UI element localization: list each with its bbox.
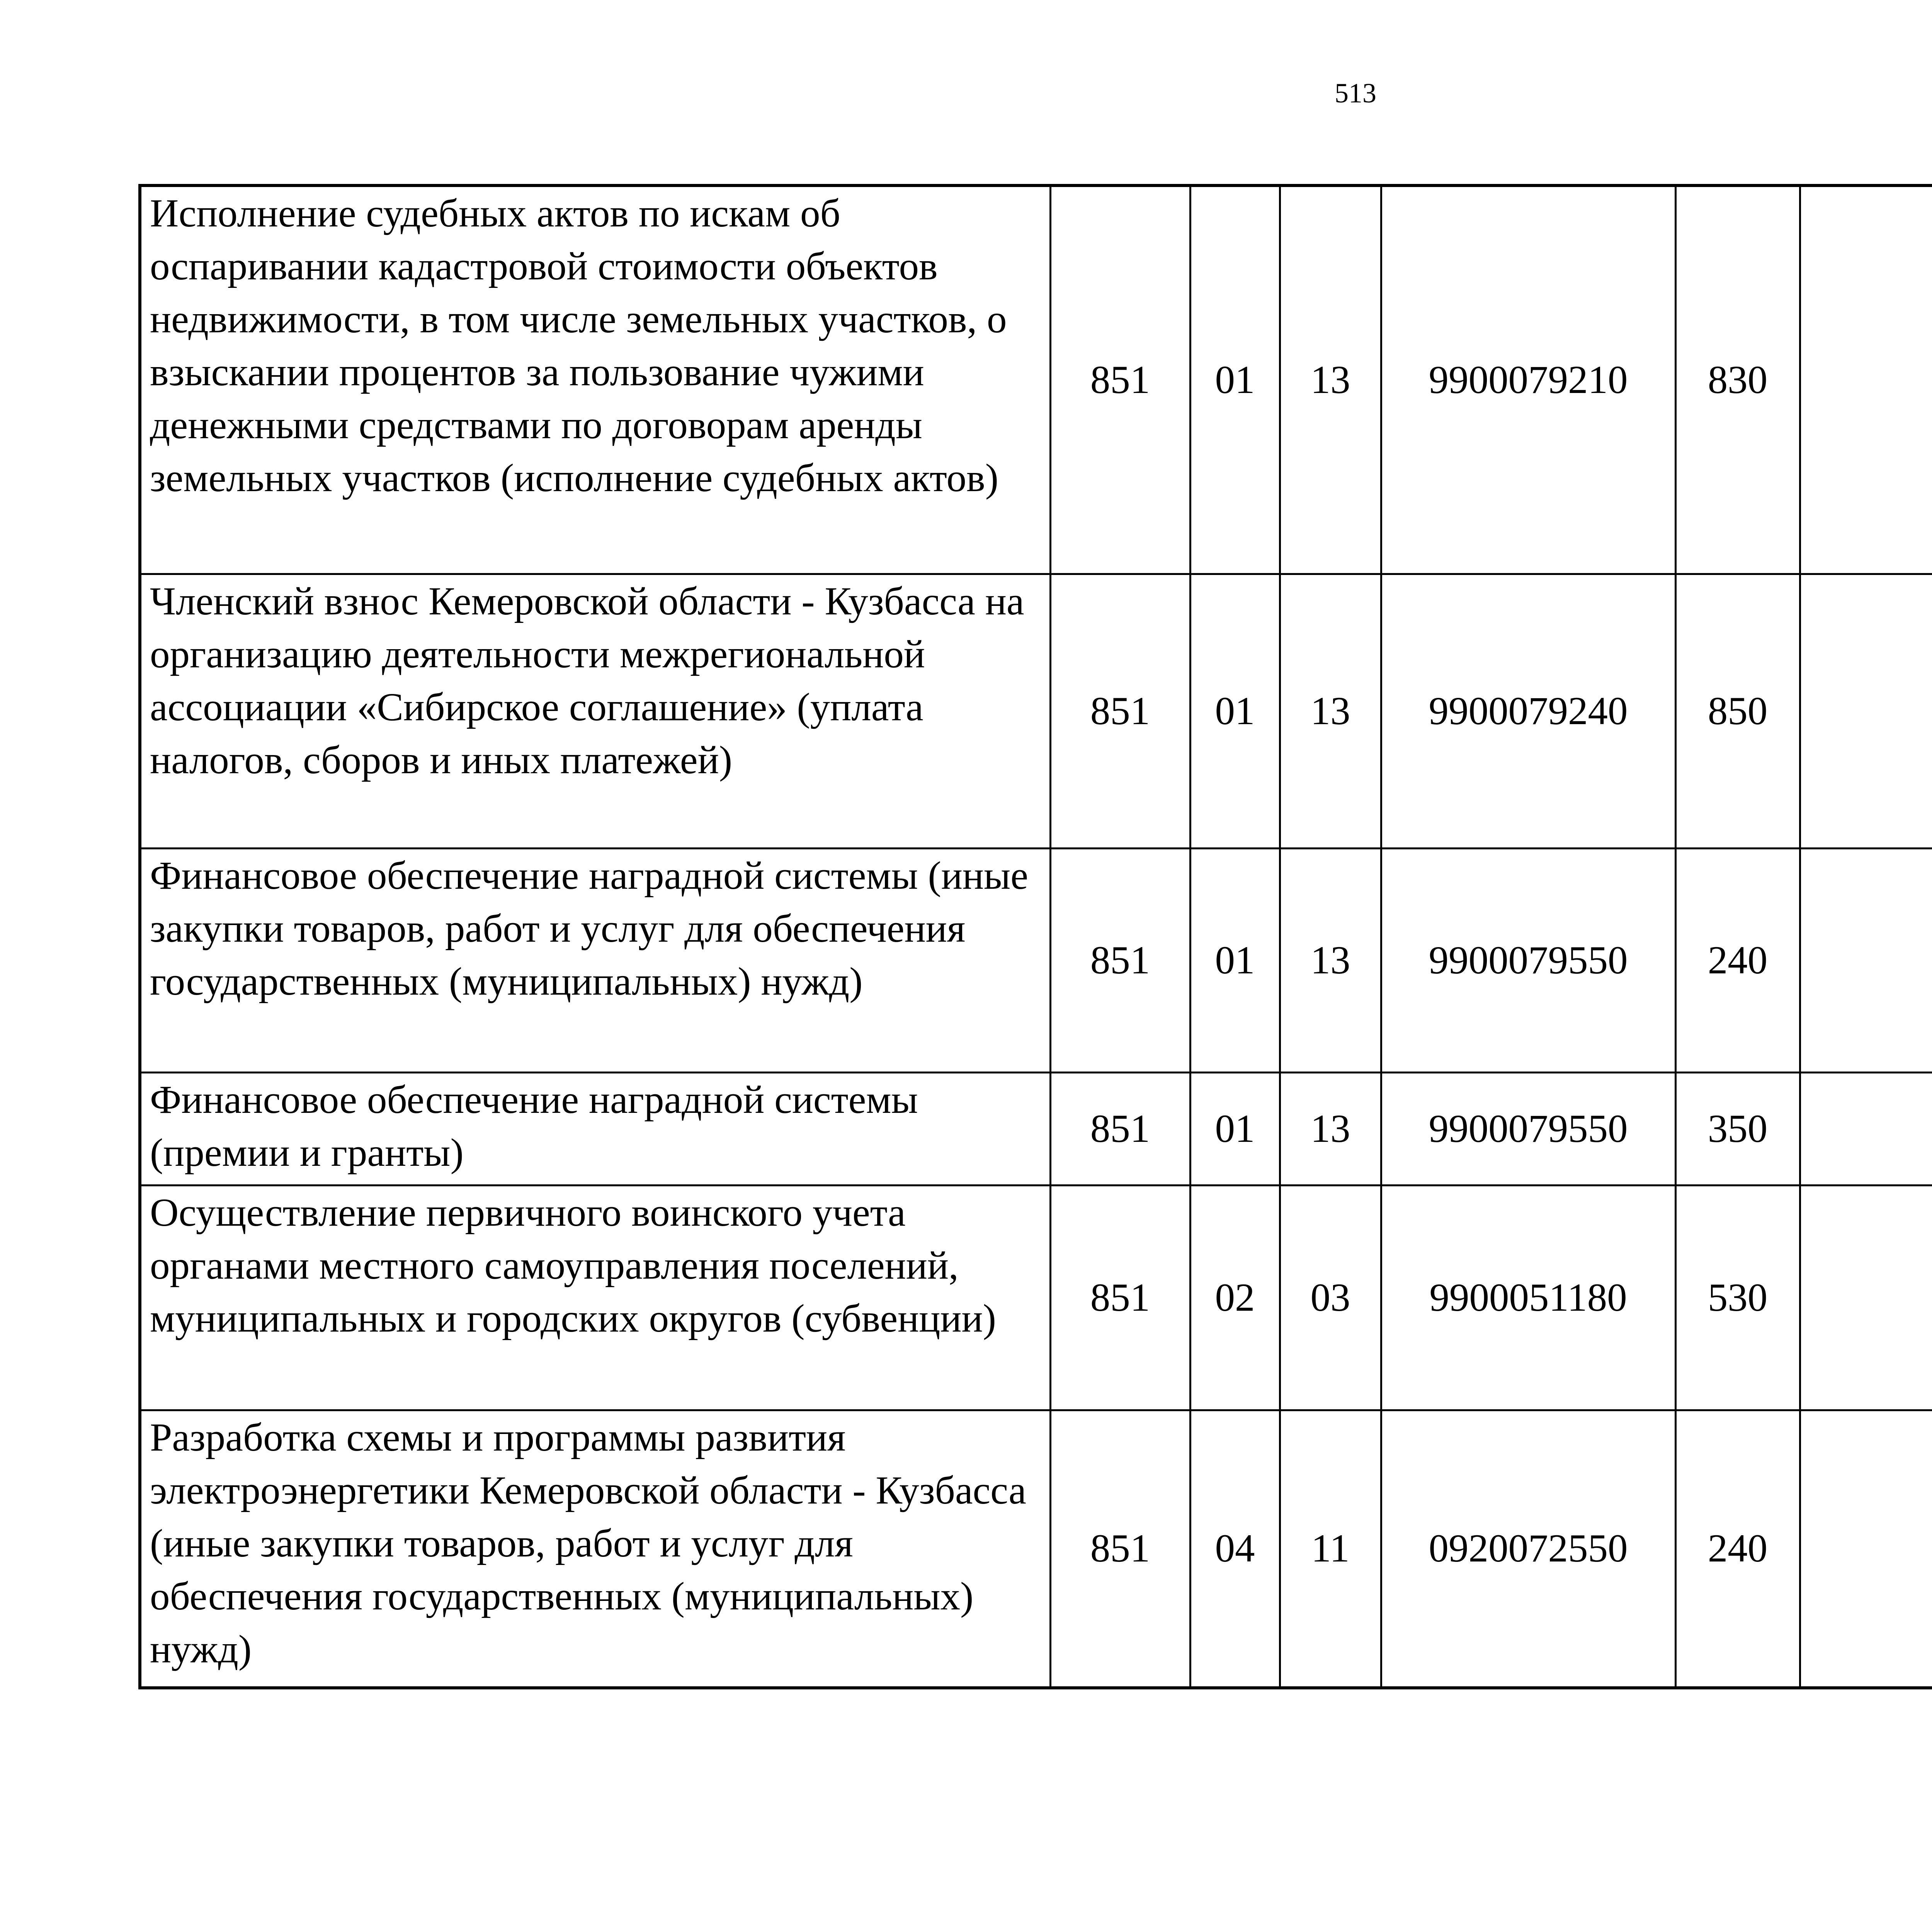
table-row bbox=[140, 848, 1932, 1072]
cell-ministry: 851 bbox=[1050, 1072, 1190, 1185]
cell-section: 01 bbox=[1190, 1072, 1280, 1185]
table-row bbox=[140, 1072, 1932, 1185]
cell-subsection: 11 bbox=[1280, 1410, 1381, 1688]
table-row bbox=[140, 185, 1932, 574]
table-row bbox=[140, 1410, 1932, 1688]
cell-amount-1 bbox=[1800, 574, 1932, 848]
cell-section: 04 bbox=[1190, 1410, 1280, 1688]
cell-amount-1 bbox=[1800, 185, 1932, 574]
cell-expense-type: 830 bbox=[1675, 185, 1800, 574]
cell-ministry: 851 bbox=[1050, 185, 1190, 574]
cell-subsection: 13 bbox=[1280, 574, 1381, 848]
cell-description: Исполнение судебных актов по искам об оспаривании кадастровой стоимости объектов недвижимости, в том числе земельных участков, о взыскании процентов за пользование чужими денежными средствами по договорам аренды земельных участков (исполнение судебных актов) bbox=[140, 185, 1050, 574]
table-row bbox=[140, 574, 1932, 848]
cell-description: Разработка схемы и программы развития электроэнергетики Кемеровской области - Кузбасса (иные закупки товаров, работ и услуг для обеспечения государственных (муниципальных) нужд) bbox=[140, 1410, 1050, 1688]
cell-ministry: 851 bbox=[1050, 848, 1190, 1072]
cell-section: 02 bbox=[1190, 1185, 1280, 1410]
cell-amount-1 bbox=[1800, 1072, 1932, 1185]
cell-description: Членский взнос Кемеровской области - Кузбасса на организацию деятельности межрегиональной ассоциации «Сибирское соглашение» (уплата налогов, сборов и иных платежей) bbox=[140, 574, 1050, 848]
cell-subsection: 13 bbox=[1280, 848, 1381, 1072]
cell-amount-1 bbox=[1800, 1410, 1932, 1688]
cell-expense-type: 350 bbox=[1675, 1072, 1800, 1185]
cell-amount-1 bbox=[1800, 848, 1932, 1072]
cell-target-article: 9900079210 bbox=[1381, 185, 1675, 574]
budget-table bbox=[138, 184, 1932, 1689]
page-number: 513 bbox=[1335, 78, 1376, 109]
cell-subsection: 13 bbox=[1280, 185, 1381, 574]
cell-amount-1 bbox=[1800, 1185, 1932, 1410]
cell-target-article: 9900079550 bbox=[1381, 1072, 1675, 1185]
cell-description: Финансовое обеспечение наградной системы (премии и гранты) bbox=[140, 1072, 1050, 1185]
cell-section: 01 bbox=[1190, 185, 1280, 574]
table-row bbox=[140, 1185, 1932, 1410]
cell-target-article: 9900051180 bbox=[1381, 1185, 1675, 1410]
cell-target-article: 9900079550 bbox=[1381, 848, 1675, 1072]
cell-expense-type: 240 bbox=[1675, 848, 1800, 1072]
cell-subsection: 13 bbox=[1280, 1072, 1381, 1185]
cell-expense-type: 530 bbox=[1675, 1185, 1800, 1410]
cell-description: Осуществление первичного воинского учета органами местного самоуправления поселений, муниципальных и городских округов (субвенции) bbox=[140, 1185, 1050, 1410]
cell-target-article: 9900079240 bbox=[1381, 574, 1675, 848]
cell-target-article: 0920072550 bbox=[1381, 1410, 1675, 1688]
cell-section: 01 bbox=[1190, 848, 1280, 1072]
cell-ministry: 851 bbox=[1050, 1410, 1190, 1688]
cell-subsection: 03 bbox=[1280, 1185, 1381, 1410]
cell-expense-type: 850 bbox=[1675, 574, 1800, 848]
cell-section: 01 bbox=[1190, 574, 1280, 848]
cell-expense-type: 240 bbox=[1675, 1410, 1800, 1688]
cell-ministry: 851 bbox=[1050, 574, 1190, 848]
cell-description: Финансовое обеспечение наградной системы (иные закупки товаров, работ и услуг для обеспечения государственных (муниципальных) нужд) bbox=[140, 848, 1050, 1072]
cell-ministry: 851 bbox=[1050, 1185, 1190, 1410]
